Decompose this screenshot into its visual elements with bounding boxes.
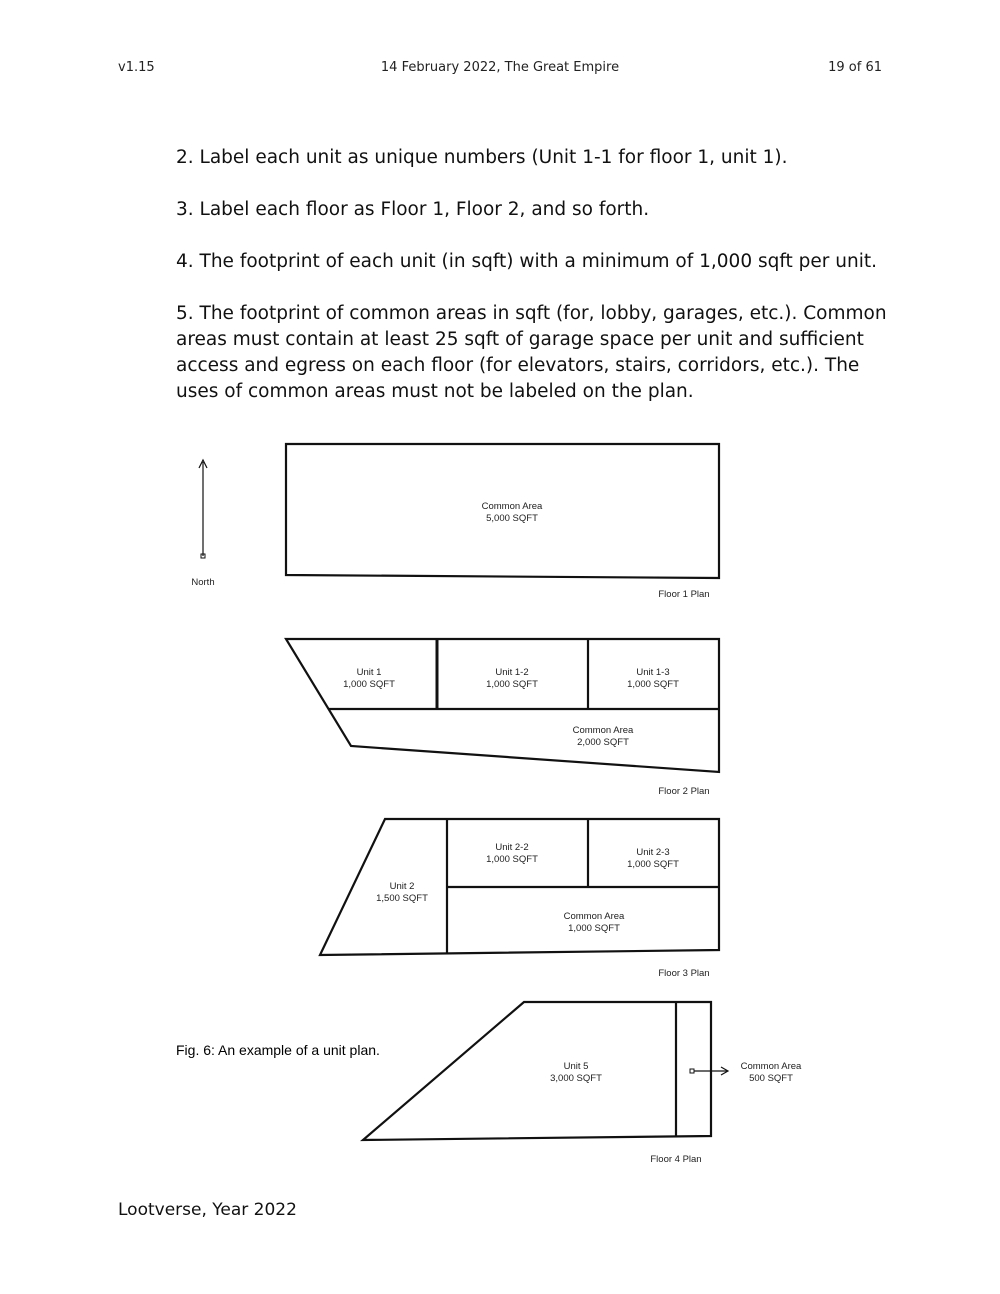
paragraph-item-4: 4. The footprint of each unit (in sqft) with a minimum of 1,000 sqft per unit.: [176, 251, 878, 272]
floor4-unit5-area: 3,000 SQFT: [550, 1073, 602, 1084]
floor3-unit1-area: 1,500 SQFT: [376, 893, 428, 904]
floor3-plan-label: Floor 3 Plan: [658, 968, 710, 979]
floor1-common-area: 5,000 SQFT: [486, 513, 538, 524]
floor2-unit2-name: Unit 1-2: [495, 667, 529, 678]
floor3-common-area: 1,000 SQFT: [568, 923, 620, 934]
paragraph-item-2: 2. Label each unit as unique numbers (Unit 1-1 for floor 1, unit 1).: [176, 147, 788, 168]
floor2-common-name: Common Area: [572, 725, 634, 736]
floor3-unit2-area: 1,000 SQFT: [486, 854, 538, 865]
floor3-unit2-name: Unit 2-2: [495, 842, 529, 853]
floor4-unit5-name: Unit 5: [563, 1061, 589, 1072]
floor2-unit3-name: Unit 1-3: [636, 667, 670, 678]
floor1-common-name: Common Area: [481, 501, 543, 512]
floor3-unit1-name: Unit 2: [389, 881, 415, 892]
common-area-pointer-arrow-icon: [690, 1067, 728, 1075]
header-title: 14 February 2022, The Great Empire: [380, 60, 620, 75]
floor4-common-area: 500 SQFT: [749, 1073, 793, 1084]
floor4-outline: [363, 1002, 711, 1140]
floor2-unit3-area: 1,000 SQFT: [627, 679, 679, 690]
floor3-common-name: Common Area: [563, 911, 625, 922]
floor3-unit3-name: Unit 2-3: [636, 847, 670, 858]
floor4-plan-label: Floor 4 Plan: [650, 1154, 702, 1165]
header-page-number: 19 of 61: [828, 60, 882, 75]
floor2-plan-label: Floor 2 Plan: [658, 786, 710, 797]
floor2-common-area: 2,000 SQFT: [577, 737, 629, 748]
floor1-plan-label: Floor 1 Plan: [658, 589, 710, 600]
floor2-unit1-name: Unit 1: [356, 667, 382, 678]
floor4-common-name: Common Area: [740, 1061, 802, 1072]
floor2-outline: [286, 639, 719, 772]
figure-caption: Fig. 6: An example of a unit plan.: [176, 1042, 380, 1058]
floor2-unit2-area: 1,000 SQFT: [486, 679, 538, 690]
paragraph-item-3: 3. Label each floor as Floor 1, Floor 2, and so forth.: [176, 199, 650, 220]
north-arrow-icon: [199, 460, 207, 558]
floor3-unit3-area: 1,000 SQFT: [627, 859, 679, 870]
header-version: v1.15: [118, 60, 155, 75]
north-label: North: [191, 577, 215, 588]
floor2-unit1-area: 1,000 SQFT: [343, 679, 395, 690]
footer-text: Lootverse, Year 2022: [118, 1200, 297, 1220]
paragraph-item-5: 5. The footprint of common areas in sqft (for, lobby, garages, etc.). Common areas must contain at least 25 sqft of garage space per unit and sufficient access and egress on each floor (for elevators, stairs, corridors, etc.). The uses of common areas must not be labeled on the plan.: [176, 303, 887, 402]
